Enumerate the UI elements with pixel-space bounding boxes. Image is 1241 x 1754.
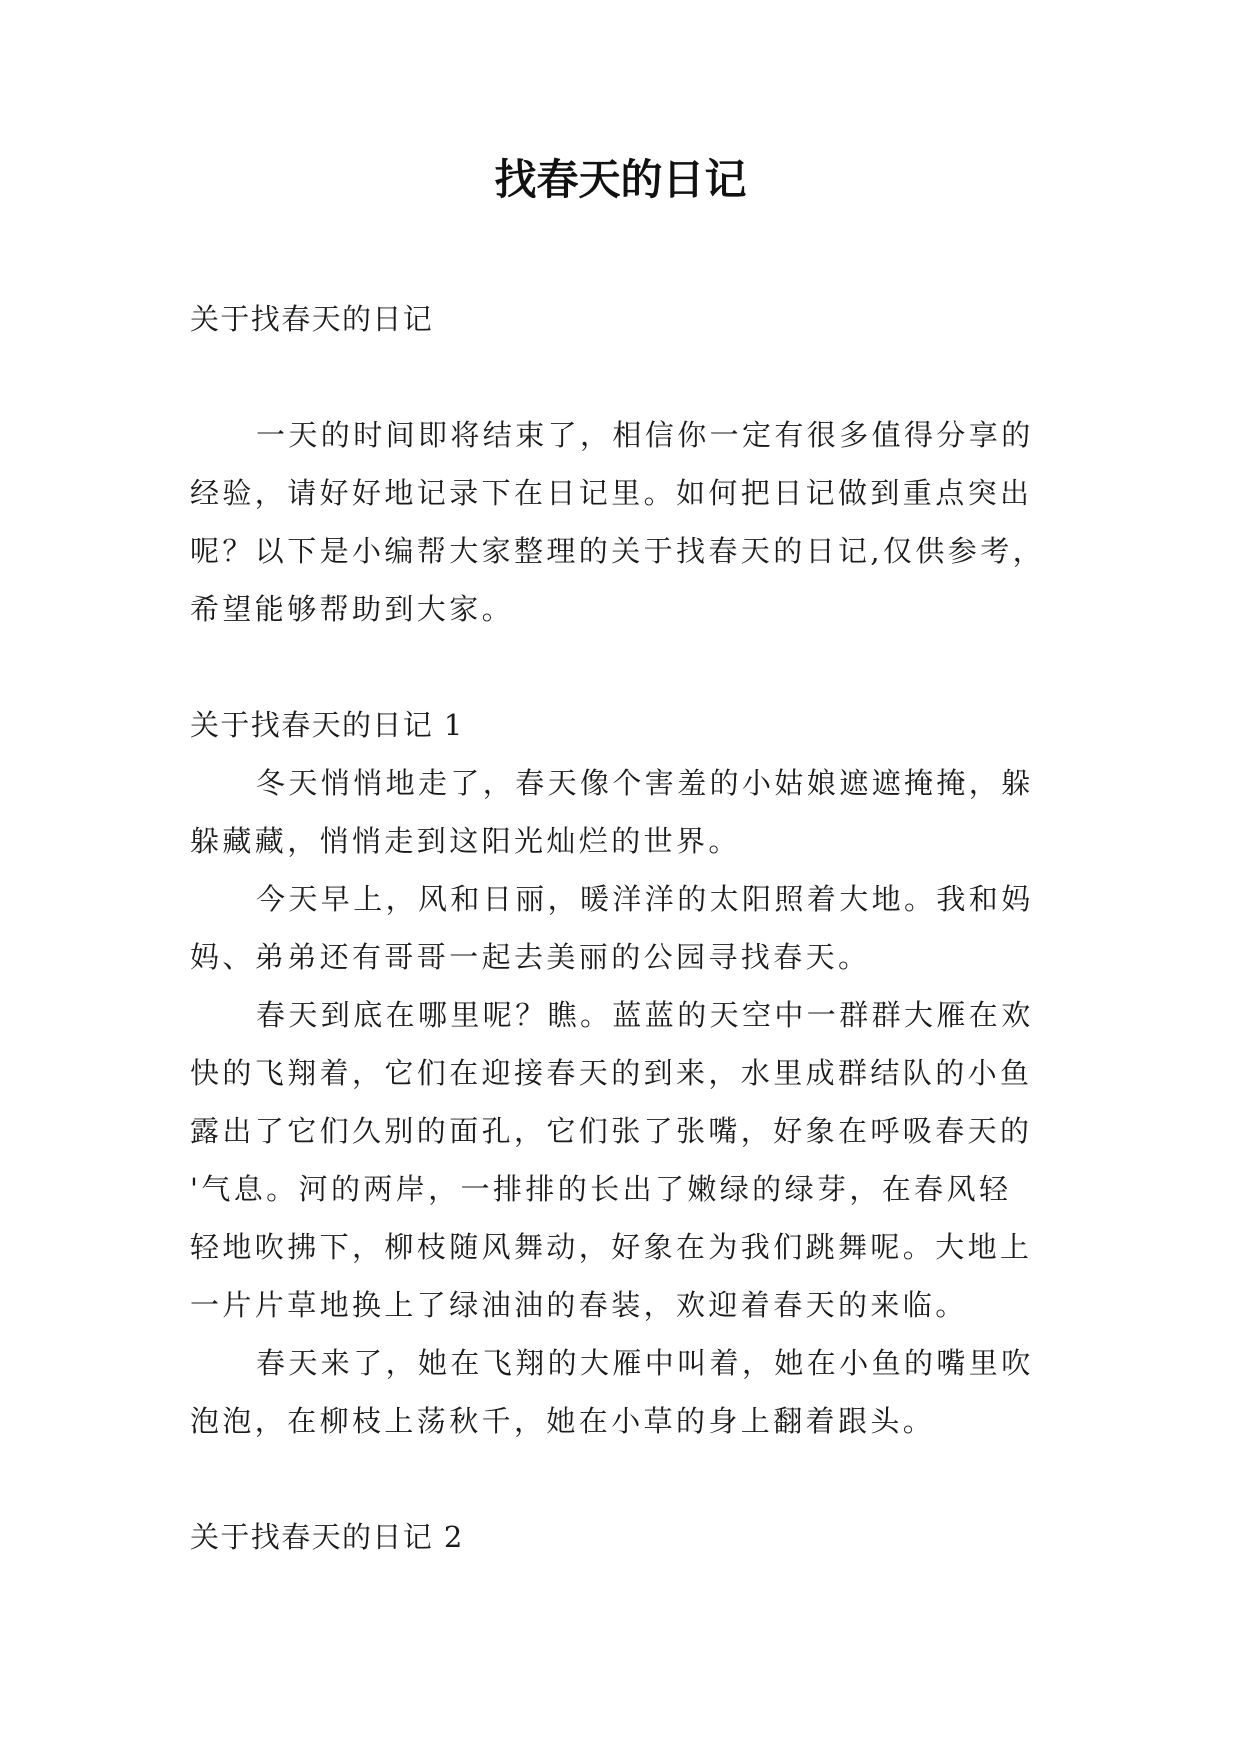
paragraph-line: 春天到底在哪里呢？瞧。蓝蓝的天空中一群群大雁在欢 xyxy=(256,998,1034,1032)
intro-heading: 关于找春天的日记 xyxy=(190,302,434,336)
paragraph-line: 泡泡，在柳枝上荡秋千，她在小草的身上翻着跟头。 xyxy=(190,1404,936,1438)
document-title: 找春天的日记 xyxy=(494,155,747,204)
section1-paragraph-4 xyxy=(190,1334,1052,1450)
paragraph-line: 今天早上，风和日丽，暖洋洋的太阳照着大地。我和妈 xyxy=(256,882,1034,916)
paragraph-line: 轻地吹拂下，柳枝随风舞动，好象在为我们跳舞呢。大地上 xyxy=(190,1230,1033,1264)
section1-paragraph-1 xyxy=(190,754,1052,870)
spacer xyxy=(190,348,1052,406)
intro-paragraph xyxy=(190,406,1052,638)
document-body xyxy=(190,290,1052,1566)
paragraph-line: 露出了它们久别的面孔，它们张了张嘴，好象在呼吸春天的 xyxy=(190,1114,1033,1148)
spacer xyxy=(190,638,1052,696)
section1-paragraph-3 xyxy=(190,986,1052,1334)
paragraph-line: 春天来了，她在飞翔的大雁中叫着，她在小鱼的嘴里吹 xyxy=(256,1346,1034,1380)
section1-heading: 关于找春天的日记 1 xyxy=(190,708,464,742)
paragraph-line: '气息。河的两岸，一排排的长出了嫩绿的绿芽，在春风轻 xyxy=(190,1172,1012,1206)
section2-heading: 关于找春天的日记 2 xyxy=(190,1520,464,1554)
section1-paragraph-2 xyxy=(190,870,1052,986)
paragraph-line: 妈、弟弟还有哥哥一起去美丽的公园寻找春天。 xyxy=(190,940,871,974)
intro-line: 呢？以下是小编帮大家整理的关于找春天的日记,仅供参考， xyxy=(190,534,1046,568)
intro-line: 一天的时间即将结束了，相信你一定有很多值得分享的 xyxy=(256,418,1034,452)
intro-line: 希望能够帮助到大家。 xyxy=(190,592,515,626)
paragraph-line: 躲藏藏，悄悄走到这阳光灿烂的世界。 xyxy=(190,824,741,858)
paragraph-line: 冬天悄悄地走了，春天像个害羞的小姑娘遮遮掩掩，躲 xyxy=(256,766,1034,800)
spacer xyxy=(190,1450,1052,1508)
paragraph-line: 快的飞翔着，它们在迎接春天的到来，水里成群结队的小鱼 xyxy=(190,1056,1033,1090)
paragraph-line: 一片片草地换上了绿油油的春装，欢迎着春天的来临。 xyxy=(190,1288,968,1322)
intro-line: 经验，请好好地记录下在日记里。如何把日记做到重点突出 xyxy=(190,476,1033,510)
